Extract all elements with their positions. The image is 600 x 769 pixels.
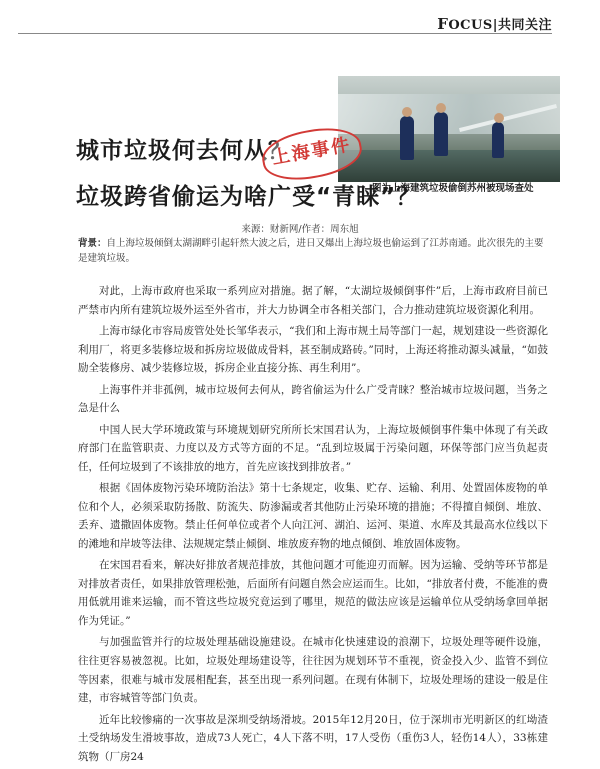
body-paragraph: 上海事件并非孤例，城市垃圾何去何从，跨省偷运为什么广受青睐？整治城市垃圾问题，当务之急是什么	[78, 383, 548, 415]
body-paragraph: 上海市绿化市容局废管处处长邹华表示，“我们和上海市规土局等部门一起，规划建设一些资源化利用厂，将更多装修垃圾和拆房垃圾做成骨料，甚至制成路砖。”同时，上海还将推动源头减量，“如鼓励全装修房、减少装修垃圾，拆房企业直接分拣、再生利用”。	[78, 324, 548, 375]
body-paragraph: 近年比较惨痛的一次事故是深圳受纳场滑坡。2015年12月20日，位于深圳市光明新区的红坳渣土受纳场发生滑坡事故，造成73人死亡，4人下落不明，17人受伤（重伤3人，轻伤14人），33栋建筑物（厂房24	[78, 713, 548, 763]
brand-column-name: 共同关注	[497, 18, 552, 33]
article-summary	[78, 236, 548, 266]
photo-officer-3	[492, 122, 504, 158]
body-paragraph: 在宋国君看来，解决好排放者规范排放，其他问题才可能迎刃而解。因为运输、受纳等环节都是对排放者责任，如果排放管理松弛，后面所有问题自然会应运而生。比如，“排放者付费，不能准的费用低就用谁来运输，而不管这些垃圾究竟运到了哪里，规范的做法应该是运输单位从受纳场拿回单据作为凭证。”	[78, 559, 548, 628]
photo-officer-1	[400, 116, 414, 160]
header-divider	[18, 33, 552, 34]
article-title-line-1: 城市垃圾何去何从？	[76, 138, 292, 164]
brand-initial: F	[437, 15, 449, 33]
news-photo	[338, 76, 560, 182]
body-paragraph: 中国人民大学环境政策与环境规划研究所所长宋国君认为，上海垃圾倾倒事件集中体现了有关政府部门在监管职责、力度以及方式等方面的不足。“乱到垃圾属于污染问题，环保等部门应当负起责任，任何垃圾到了不该排放的地方，首先应该找到排放者。”	[78, 423, 548, 473]
column-brand	[437, 14, 552, 33]
summary-label: 背景：	[78, 238, 107, 249]
article-byline: 来源：财新网/作者：周东旭	[241, 224, 359, 235]
brand-separator: |	[492, 18, 498, 33]
photo-officer-2	[434, 112, 448, 156]
summary-text: 自上海垃圾倾倒太湖湖畔引起轩然大波之后，进日又爆出上海垃圾也偷运到了江苏南通。此次很先的主要是建筑垃圾。	[78, 238, 544, 264]
body-paragraph: 对此，上海市政府也采取一系列应对措施。据了解，“太湖垃圾倾倒事件”后，上海市政府目前已严禁市内所有建筑垃圾外运至外省市，并大力协调全市各相关部门，合力推动建筑垃圾资源化利用。	[78, 285, 548, 316]
shanghai-event-stamp: 上海事件	[259, 122, 366, 187]
page-header	[0, 0, 600, 33]
body-paragraph: 与加强监管并行的垃圾处理基础设施建设。在城市化快速建设的浪潮下，垃圾处理等硬件设施，往往更容易被忽视。比如，垃圾处理场建设等，往往因为规划环节不重视，资金投入少、监管不到位等因素，很难与城市发展相配套，甚至出现一系列问题。在现有体制下，垃圾处理场的建设一般是住建，市容城管等部门负责。	[78, 636, 548, 705]
article-body	[78, 282, 548, 769]
article-title-line-2: 垃圾跨省偷运为啥广受“青睐”？	[76, 184, 421, 210]
photo-caption: 图为上海建筑垃圾偷倒苏州被现场查处	[372, 183, 534, 194]
brand-rest: OCUS	[448, 18, 493, 33]
body-paragraph: 根据《固体废物污染环境防治法》第十七条规定，收集、贮存、运输、利用、处置固体废物的单位和个人，必须采取防扬散、防流失、防渗漏或者其他防止污染环境的措施；不得擅自倾倒、堆放、丢弃、遗撒固体废物。禁止任何单位或者个人向江河、湖泊、运河、渠道、水库及其最高水位线以下的滩地和岸坡等法律、法规规定禁止倾倒、堆放废弃物的地点倾倒、堆放固体废物。	[78, 482, 548, 550]
